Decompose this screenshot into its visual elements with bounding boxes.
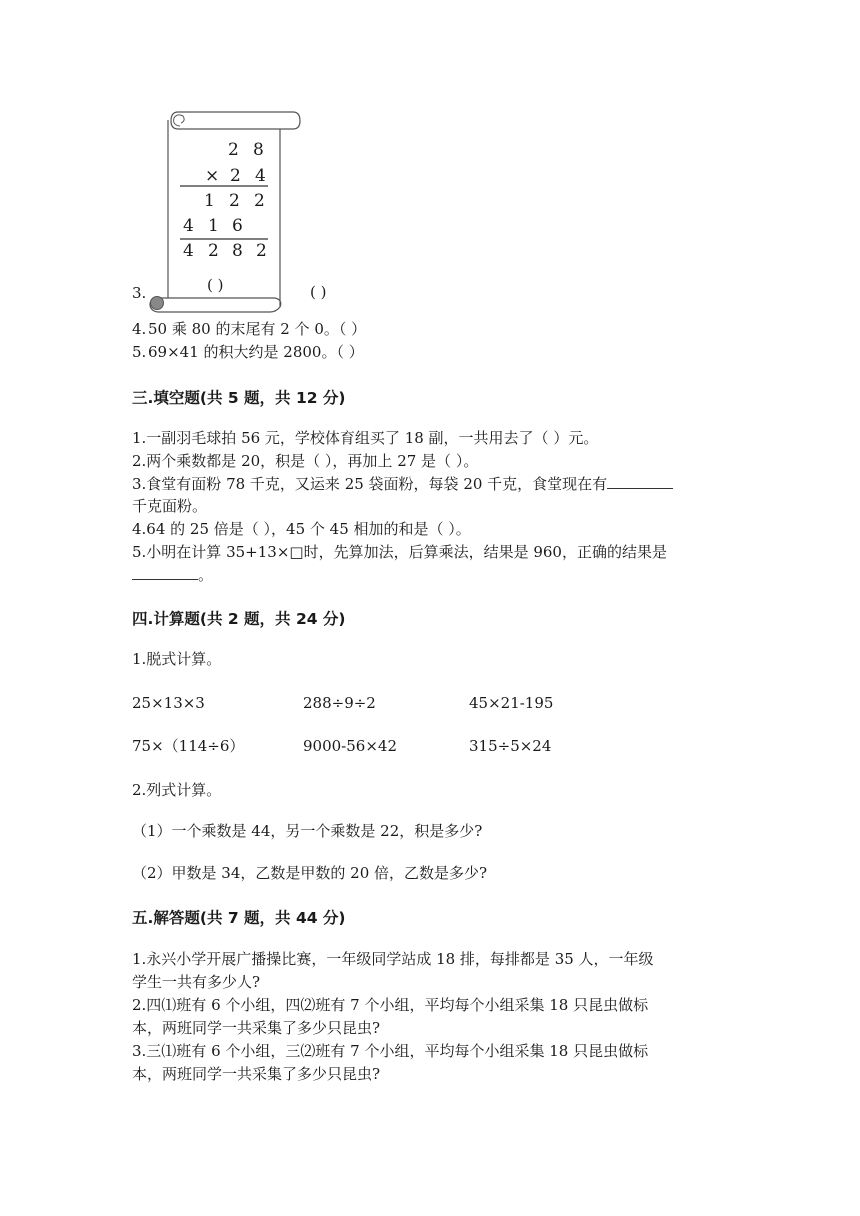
fill-item-4: 4.64 的 25 倍是（ ），45 个 45 相加的和是（ ）。 (132, 520, 471, 538)
calc-q1-label: 1.脱式计算。 (132, 650, 222, 668)
calc-row-2-a: 75×（114÷6） (132, 737, 245, 755)
calc-q2-label: 2.列式计算。 (132, 781, 222, 799)
judge-item-4-number: 4. (132, 320, 147, 338)
judge-item-4-text: 50 乘 80 的末尾有 2 个 0。（ ） (148, 320, 367, 338)
digit: 2 (254, 191, 265, 211)
judge-item-5-text: 69×41 的积大约是 2800。（ ） (148, 343, 364, 361)
answer-blank (607, 474, 673, 489)
digit: 6 (232, 216, 243, 236)
digit: 2 (230, 166, 241, 186)
answer-q2-line-1: 2.四⑴班有 6 个小组，四⑵班有 7 个小组，平均每个小组采集 18 只昆虫做标 (132, 996, 649, 1014)
digit: 8 (232, 241, 243, 261)
answer-q1-line-2: 学生一共有多少人? (132, 973, 261, 991)
fill-item-3-text: 3.食堂有面粉 78 千克，又运来 25 袋面粉，每袋 20 千克，食堂现在有 (132, 475, 608, 493)
scroll-bottom-roll (150, 298, 281, 312)
digit: 2 (229, 191, 240, 211)
fill-item-2: 2.两个乘数都是 20，积是（ ），再加上 27 是（ ）。 (132, 452, 479, 470)
fill-item-5: 5.小明在计算 35+13×□时，先算加法，后算乘法，结果是 960，正确的结果是 (132, 543, 667, 561)
digit: 4 (183, 216, 194, 236)
fill-item-1: 1.一副羽毛球拍 56 元，学校体育组买了 18 副，一共用去了（ ）元。 (132, 429, 599, 447)
scroll-top-roll (171, 112, 300, 129)
digit: 2 (256, 241, 267, 261)
figure-answer-paren: ( ) (207, 276, 224, 294)
answer-q3-line-2: 本，两班同学一共采集了多少只昆虫? (132, 1065, 381, 1083)
digit: 1 (208, 216, 219, 236)
section-3-title: 三.填空题(共 5 题，共 12 分) (132, 389, 346, 407)
digit: 4 (255, 166, 266, 186)
calc-row-2-b: 9000-56×42 (303, 737, 397, 755)
section-5-title: 五.解答题(共 7 题，共 44 分) (132, 909, 346, 927)
fill-item-3-cont: 千克面粉。 (132, 497, 208, 515)
section-4-title: 四.计算题(共 2 题，共 24 分) (132, 610, 346, 628)
digit: 2 (208, 241, 219, 261)
answer-q1-line-1: 1.永兴小学开展广播操比赛，一年级同学站成 18 排，每排都是 35 人，一年级 (132, 950, 654, 968)
answer-q2-line-2: 本，两班同学一共采集了多少只昆虫? (132, 1019, 381, 1037)
digit: 1 (204, 191, 215, 211)
fill-item-5-end: 。 (198, 566, 214, 584)
calc-row-1-b: 288÷9÷2 (303, 694, 376, 712)
digit: 2 (228, 140, 239, 160)
digit: 4 (183, 241, 194, 261)
calc-q2-part-2: （2）甲数是 34，乙数是甲数的 20 倍，乙数是多少? (132, 864, 488, 882)
fill-item-5-cont (132, 564, 213, 586)
scroll-figure (0, 0, 860, 330)
fill-item-3 (132, 473, 673, 495)
judge-item-3-paren: ( ) (310, 283, 327, 301)
calc-q2-part-1: （1）一个乘数是 44，另一个乘数是 22，积是多少? (132, 822, 483, 840)
judge-item-5-number: 5. (132, 343, 147, 361)
calc-row-1-c: 45×21-195 (469, 694, 554, 712)
answer-blank (132, 565, 198, 580)
calc-row-1-a: 25×13×3 (132, 694, 205, 712)
answer-q3-line-1: 3.三⑴班有 6 个小组，三⑵班有 7 个小组，平均每个小组采集 18 只昆虫做标 (132, 1042, 649, 1060)
multiply-sign: × (205, 166, 220, 186)
digit: 8 (253, 140, 264, 160)
judge-item-3-number: 3. (132, 284, 147, 302)
calc-row-2-c: 315÷5×24 (469, 737, 552, 755)
